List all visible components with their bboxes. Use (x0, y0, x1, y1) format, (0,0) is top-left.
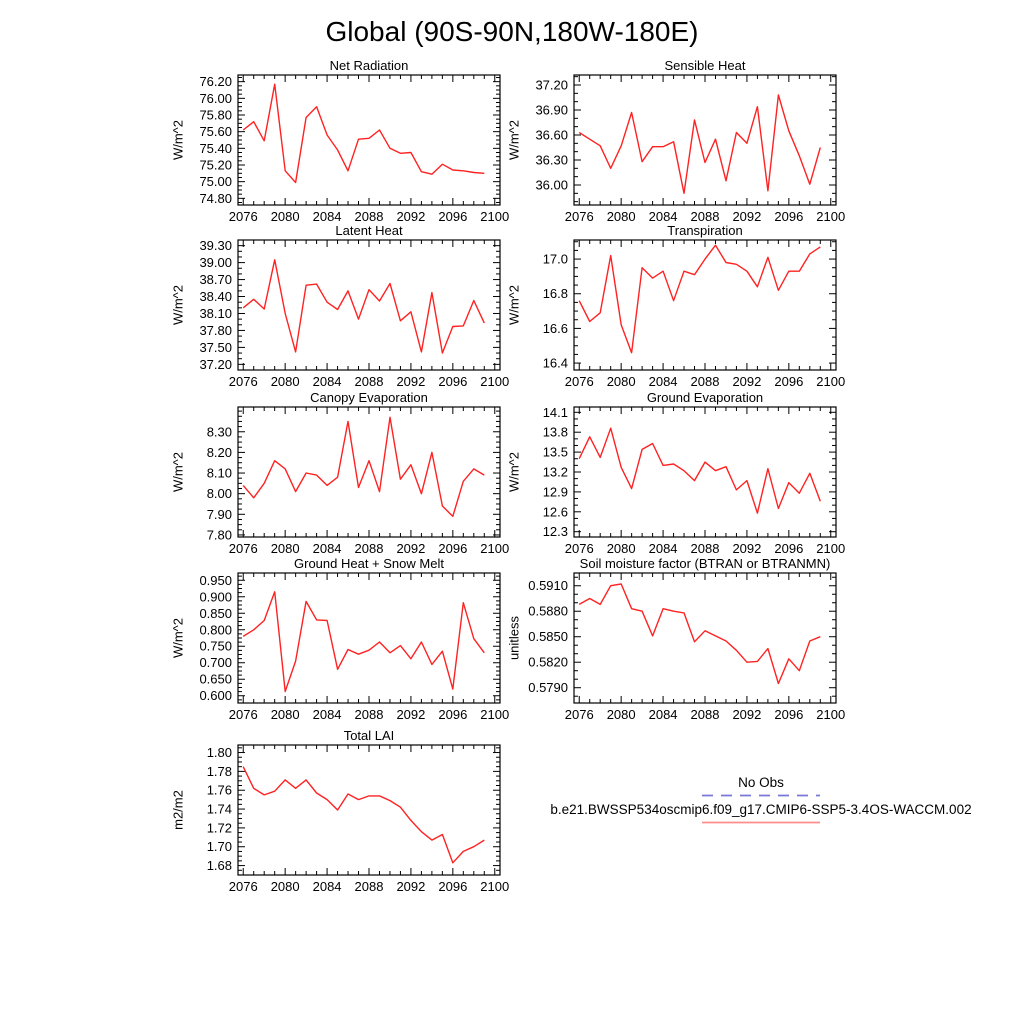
series-line (243, 767, 484, 863)
x-tick-label: 2100 (816, 209, 846, 224)
x-tick-label: 2096 (438, 879, 468, 894)
y-tick-label: 13.5 (542, 444, 568, 460)
y-tick-label: 1.80 (206, 745, 232, 761)
panel-title: Canopy Evaporation (310, 391, 428, 405)
y-tick-label: 75.40 (199, 140, 232, 156)
y-tick-label: 76.00 (199, 90, 232, 106)
y-tick-label: 0.650 (199, 671, 232, 687)
axes-box (574, 75, 836, 205)
x-tick-label: 2096 (774, 209, 804, 224)
y-tick-label: 1.78 (206, 763, 232, 779)
x-tick-label: 2088 (690, 707, 720, 722)
axes-box (238, 75, 500, 205)
y-tick-label: 38.10 (199, 305, 232, 321)
y-tick-label: 0.600 (199, 688, 232, 704)
net-radiation-plot (140, 59, 520, 237)
x-tick-label: 2092 (396, 707, 426, 722)
y-tick-label: 12.6 (542, 504, 568, 520)
x-tick-label: 2088 (354, 374, 384, 389)
chart-net-radiation (140, 59, 520, 237)
y-tick-label: 17.0 (542, 251, 568, 267)
x-tick-label: 2100 (480, 541, 510, 556)
axes-box (574, 573, 836, 703)
series-line (243, 417, 484, 516)
x-tick-label: 2084 (648, 707, 678, 722)
panel-title: Ground Heat + Snow Melt (294, 557, 444, 571)
soil-moisture-factor-plot (476, 557, 856, 735)
y-tick-label: 12.9 (542, 484, 568, 500)
x-tick-label: 2088 (690, 209, 720, 224)
x-tick-label: 2076 (228, 707, 258, 722)
x-tick-label: 2088 (354, 879, 384, 894)
y-tick-label: 0.800 (199, 622, 232, 638)
x-tick-label: 2080 (606, 707, 636, 722)
x-tick-label: 2100 (480, 374, 510, 389)
y-tick-label: 76.20 (199, 74, 232, 90)
y-tick-label: 14.1 (542, 404, 568, 420)
y-tick-label: 8.10 (206, 465, 232, 481)
x-tick-label: 2076 (228, 879, 258, 894)
x-tick-label: 2100 (816, 541, 846, 556)
y-tick-label: 39.30 (199, 238, 232, 254)
y-axis-label: m2/m2 (170, 790, 186, 830)
x-tick-label: 2088 (354, 209, 384, 224)
x-tick-label: 2076 (228, 541, 258, 556)
x-tick-label: 2076 (564, 541, 594, 556)
y-tick-label: 1.70 (206, 839, 232, 855)
legend-no-obs-label: No Obs (738, 775, 784, 790)
x-tick-label: 2080 (606, 374, 636, 389)
no-obs-dashed-line (701, 792, 821, 799)
x-tick-label: 2092 (732, 209, 762, 224)
y-axis-label: W/m^2 (506, 119, 522, 161)
x-tick-label: 2080 (270, 209, 300, 224)
y-tick-label: 8.20 (206, 444, 232, 460)
series-line (243, 592, 484, 692)
x-tick-label: 2084 (312, 541, 342, 556)
series-line (579, 428, 820, 513)
x-tick-label: 2100 (480, 707, 510, 722)
y-tick-label: 37.50 (199, 339, 232, 355)
y-tick-label: 16.4 (542, 355, 568, 371)
y-tick-label: 75.60 (199, 124, 232, 140)
x-tick-label: 2088 (690, 541, 720, 556)
series-line (579, 584, 820, 684)
y-tick-label: 0.900 (199, 589, 232, 605)
x-tick-label: 2096 (774, 707, 804, 722)
panel-title: Total LAI (343, 729, 395, 743)
y-tick-label: 0.5880 (528, 603, 568, 619)
y-tick-label: 0.5790 (528, 680, 568, 696)
x-tick-label: 2092 (732, 541, 762, 556)
x-tick-label: 2092 (396, 879, 426, 894)
x-tick-label: 2100 (816, 374, 846, 389)
panel-title: Net Radiation (329, 59, 409, 73)
ground-heat-snow-melt-plot (140, 557, 520, 735)
ground-evaporation-plot (476, 391, 856, 569)
x-tick-label: 2076 (564, 209, 594, 224)
x-tick-label: 2080 (270, 707, 300, 722)
y-tick-label: 0.5820 (528, 654, 568, 670)
x-tick-label: 2080 (606, 541, 636, 556)
y-axis-label: W/m^2 (170, 617, 186, 659)
total-lai-plot (140, 729, 520, 907)
chart-ground-evaporation (476, 391, 856, 569)
chart-latent-heat (140, 224, 520, 402)
chart-transpiration (476, 224, 856, 402)
y-tick-label: 13.8 (542, 424, 568, 440)
y-tick-label: 12.3 (542, 524, 568, 540)
y-tick-label: 0.700 (199, 655, 232, 671)
y-tick-label: 1.72 (206, 820, 232, 836)
y-tick-label: 0.950 (199, 572, 232, 588)
x-tick-label: 2096 (438, 209, 468, 224)
y-tick-label: 16.6 (542, 320, 568, 336)
x-tick-label: 2076 (564, 374, 594, 389)
y-tick-label: 8.30 (206, 424, 232, 440)
chart-ground-heat-snow-melt (140, 557, 520, 735)
y-tick-label: 37.80 (199, 322, 232, 338)
x-tick-label: 2096 (774, 374, 804, 389)
axes-box (574, 407, 836, 537)
latent-heat-plot (140, 224, 520, 402)
x-tick-label: 2088 (690, 374, 720, 389)
axes-box (238, 407, 500, 537)
x-tick-label: 2096 (438, 374, 468, 389)
y-axis-label: W/m^2 (170, 451, 186, 493)
axes-box (238, 573, 500, 703)
canopy-evaporation-plot (140, 391, 520, 569)
x-tick-label: 2088 (354, 541, 384, 556)
x-tick-label: 2080 (270, 541, 300, 556)
y-axis-label: W/m^2 (506, 284, 522, 326)
panel-title: Ground Evaporation (646, 391, 764, 405)
y-tick-label: 75.00 (199, 174, 232, 190)
series-line (243, 260, 484, 353)
legend (540, 774, 982, 828)
case-solid-line (701, 819, 821, 826)
x-tick-label: 2096 (438, 541, 468, 556)
panel-title: Soil moisture factor (BTRAN or BTRANMN) (579, 557, 831, 571)
series-line (579, 95, 820, 193)
x-tick-label: 2096 (438, 707, 468, 722)
chart-soil-moisture-factor (476, 557, 856, 735)
x-tick-label: 2084 (312, 879, 342, 894)
x-tick-label: 2088 (354, 707, 384, 722)
axes-box (238, 240, 500, 370)
y-tick-label: 36.60 (535, 127, 568, 143)
x-tick-label: 2084 (312, 209, 342, 224)
y-tick-label: 75.80 (199, 107, 232, 123)
y-axis-label: W/m^2 (170, 284, 186, 326)
y-tick-label: 13.2 (542, 464, 568, 480)
y-tick-label: 75.20 (199, 157, 232, 173)
x-tick-label: 2092 (396, 541, 426, 556)
chart-total-lai (140, 729, 520, 907)
x-tick-label: 2080 (270, 879, 300, 894)
y-tick-label: 1.68 (206, 858, 232, 874)
x-tick-label: 2092 (732, 707, 762, 722)
x-tick-label: 2092 (732, 374, 762, 389)
y-tick-label: 1.76 (206, 782, 232, 798)
x-tick-label: 2084 (648, 541, 678, 556)
x-tick-label: 2100 (480, 209, 510, 224)
x-tick-label: 2076 (228, 374, 258, 389)
x-tick-label: 2084 (312, 707, 342, 722)
y-tick-label: 8.00 (206, 486, 232, 502)
x-tick-label: 2076 (564, 707, 594, 722)
x-tick-label: 2096 (774, 541, 804, 556)
x-tick-label: 2084 (648, 209, 678, 224)
y-axis-label: W/m^2 (170, 119, 186, 161)
y-tick-label: 37.20 (199, 356, 232, 372)
y-tick-label: 0.850 (199, 605, 232, 621)
x-tick-label: 2100 (816, 707, 846, 722)
x-tick-label: 2100 (480, 879, 510, 894)
panel-title: Sensible Heat (664, 59, 746, 73)
x-tick-label: 2092 (396, 374, 426, 389)
y-tick-label: 7.90 (206, 506, 232, 522)
y-tick-label: 0.5910 (528, 578, 568, 594)
x-tick-label: 2076 (228, 209, 258, 224)
y-tick-label: 1.74 (206, 801, 232, 817)
y-tick-label: 16.8 (542, 286, 568, 302)
x-tick-label: 2092 (396, 209, 426, 224)
y-tick-label: 38.70 (199, 272, 232, 288)
y-tick-label: 37.20 (535, 77, 568, 93)
panel-title: Latent Heat (335, 224, 403, 238)
y-axis-label: W/m^2 (506, 451, 522, 493)
y-tick-label: 36.30 (535, 152, 568, 168)
y-tick-label: 7.80 (206, 527, 232, 543)
x-tick-label: 2084 (312, 374, 342, 389)
y-tick-label: 0.750 (199, 638, 232, 654)
y-tick-label: 0.5850 (528, 629, 568, 645)
y-tick-label: 36.00 (535, 177, 568, 193)
transpiration-plot (476, 224, 856, 402)
figure-title: Global (90S-90N,180W-180E) (325, 16, 699, 47)
axes-box (238, 745, 500, 875)
series-line (243, 84, 484, 182)
legend-case-label: b.e21.BWSSP534oscmip6.f09_g17.CMIP6-SSP5-3.4OS-WACCM.002 (550, 802, 972, 817)
chart-sensible-heat (476, 59, 856, 237)
panel-title: Transpiration (667, 224, 743, 238)
y-tick-label: 74.80 (199, 190, 232, 206)
y-tick-label: 39.00 (199, 255, 232, 271)
chart-canopy-evaporation (140, 391, 520, 569)
y-tick-label: 38.40 (199, 289, 232, 305)
x-tick-label: 2084 (648, 374, 678, 389)
sensible-heat-plot (476, 59, 856, 237)
y-axis-label: unitless (506, 615, 522, 661)
series-line (579, 245, 820, 353)
x-tick-label: 2080 (606, 209, 636, 224)
x-tick-label: 2080 (270, 374, 300, 389)
y-tick-label: 36.90 (535, 102, 568, 118)
